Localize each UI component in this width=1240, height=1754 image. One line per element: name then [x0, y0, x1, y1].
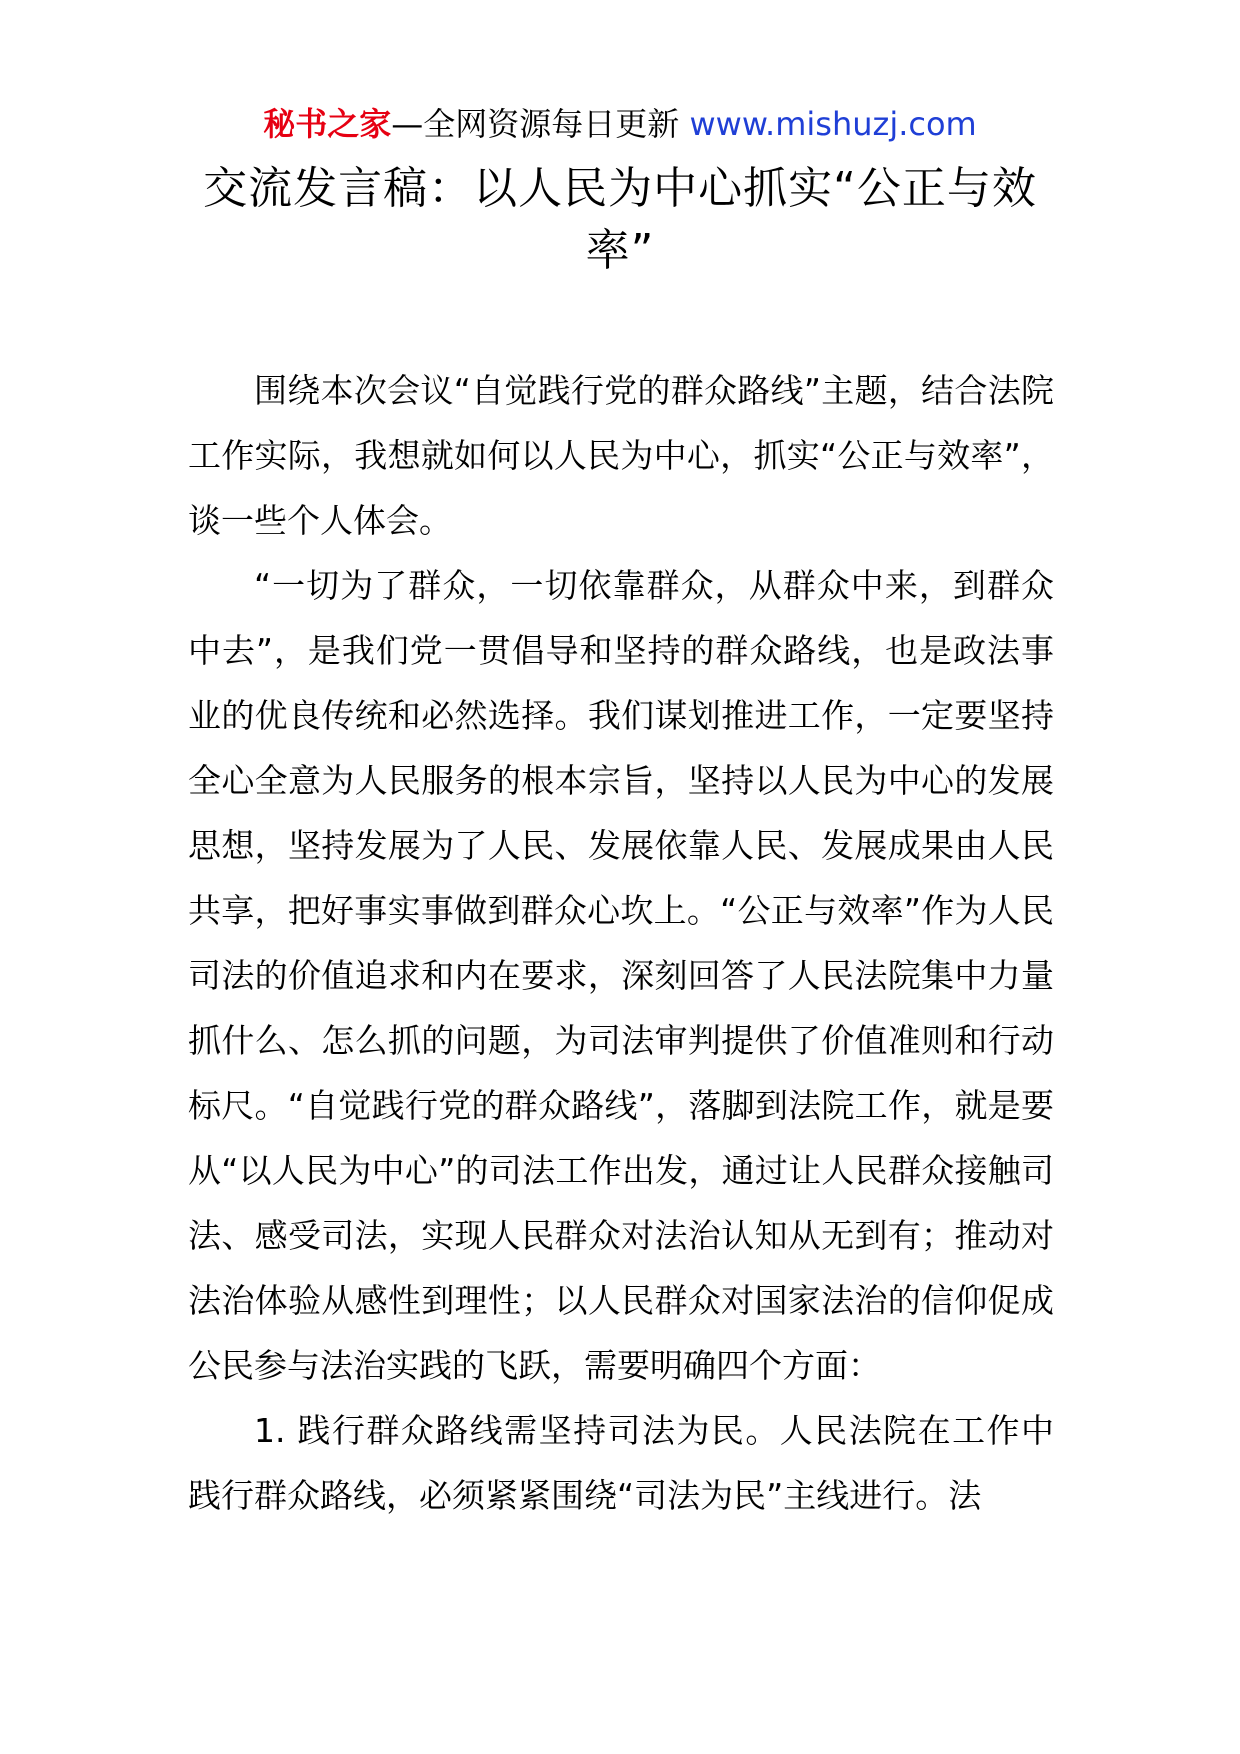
document-title: 交流发言稿：以人民为中心抓实“公正与效率” — [203, 163, 1037, 276]
paragraph-intro: 围绕本次会议“自觉践行党的群众路线”主题，结合法院工作实际，我想就如何以人民为中心，抓实“公正与效率”，谈一些个人体会。 — [188, 371, 1054, 540]
paragraph-point-1: 1. 践行群众路线需坚持司法为民。人民法院在工作中践行群众路线，必须紧紧围绕“司法为民”主线进行。法 — [188, 1411, 1054, 1515]
paragraph-mass-line: “一切为了群众，一切依靠群众，从群众中来，到群众中去”，是我们党一贯倡导和坚持的群众路线，也是政法事业的优良传统和必然选择。我们谋划推进工作，一定要坚持全心全意为人民服务的根本宗旨，坚持以人民为中心的发展思想，坚持发展为了人民、发展依靠人民、发展成果由人民共享，把好事实事做到群众心坎上。“公正与效率”作为人民司法的价值追求和内在要求，深刻回答了人民法院集中力量抓什么、怎么抓的问题，为司法审判提供了价值准则和行动标尺。“自觉践行党的群众路线”，落脚到法院工作，就是要从“以人民为中心”的司法工作出发，通过让人民群众接触司法、感受司法，实现人民群众对法治认知从无到有；推动对法治体验从感性到理性；以人民群众对国家法治的信仰促成公民参与法治实践的飞跃，需要明确四个方面： — [188, 566, 1054, 1385]
header-tagline: —全网资源每日更新 — [391, 105, 690, 143]
document-body — [188, 358, 1054, 1528]
site-url-link[interactable]: www.mishuzj.com — [689, 105, 977, 143]
brand-name: 秘书之家 — [263, 105, 392, 143]
site-header — [0, 100, 1240, 148]
